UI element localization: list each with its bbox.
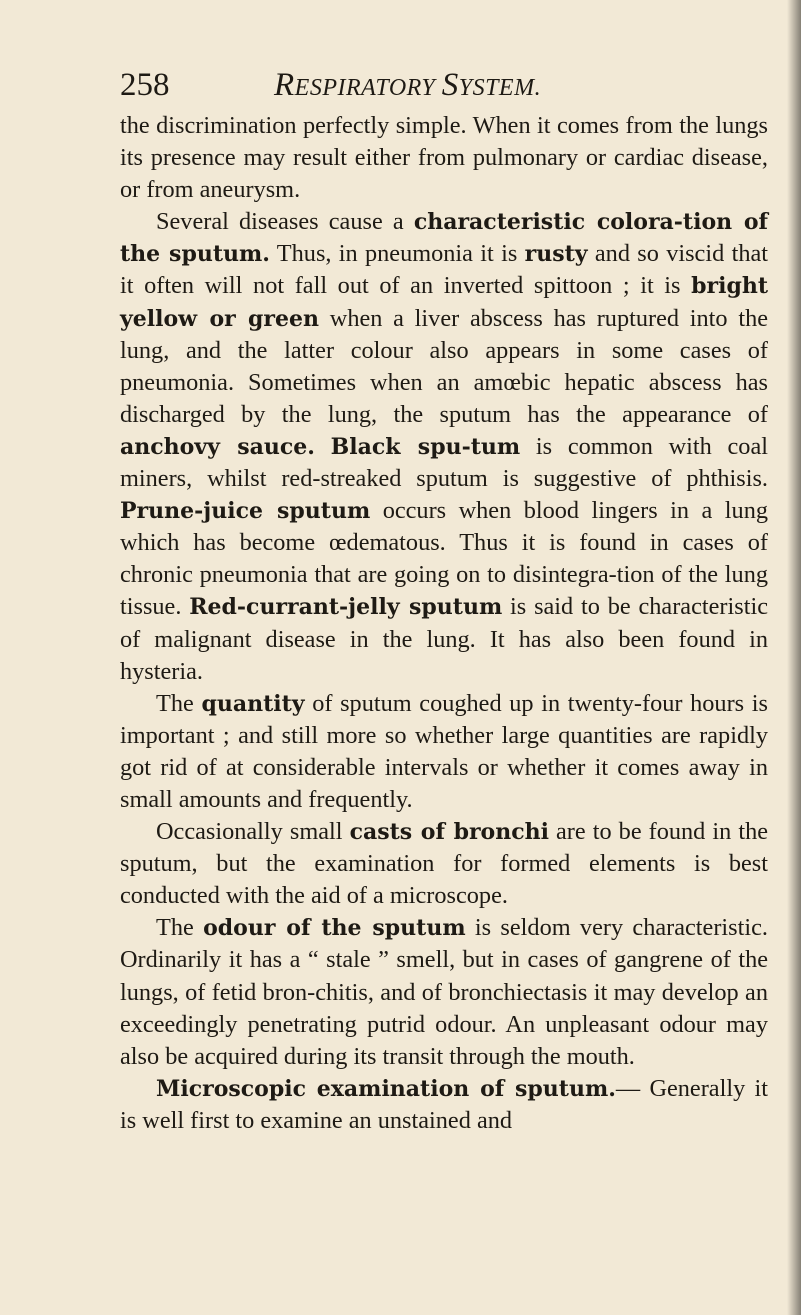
- running-title-initial-s: S: [441, 67, 459, 103]
- page-header: [120, 62, 760, 108]
- text-run: The: [156, 689, 202, 717]
- running-title-initial-r: R: [274, 67, 295, 103]
- text-run: Thus, in pneumonia it is: [269, 240, 525, 268]
- page-edge-shadow: [787, 0, 801, 1315]
- paragraph-p4: [120, 816, 768, 912]
- bold-term: Black spu-tum: [330, 433, 521, 460]
- paragraph-p3: [120, 688, 768, 816]
- bold-term: rusty: [524, 241, 588, 268]
- text-run: when a liver abscess has ruptured into the lung, and the latter colour also appears in some cases of pneumonia. Sometimes when an amœbic hepatic abscess has discharged by the lung, the sputum has the appearance of: [120, 304, 769, 428]
- bold-term: characteristic colora-tion of the sputum.: [120, 209, 768, 268]
- text-run: Occasionally small: [156, 818, 350, 846]
- text-run: Several diseases cause a: [156, 208, 414, 236]
- text-run: is common with coal miners, whilst red-streaked sputum is suggestive of phthisis.: [120, 432, 768, 493]
- bold-term: Prune-juice sputum: [120, 498, 371, 525]
- running-title: [274, 62, 541, 111]
- bold-term: anchovy sauce.: [120, 433, 315, 460]
- text-run: — Generally it is well first to examine an unstained and: [120, 1074, 768, 1134]
- text-run: and so viscid that it often will not fall out of an inverted spittoon ; it is: [120, 240, 768, 300]
- running-title-part-1: ESPIRATORY: [294, 75, 442, 101]
- text-run: [315, 433, 331, 460]
- paragraph-p5: [120, 912, 768, 1072]
- running-title-part-2: YSTEM.: [458, 75, 542, 101]
- text-run: the discrimination perfectly simple. When it comes from the lungs its presence may result either from pulmonary or cardiac disease, or from aneurysm.: [120, 112, 768, 204]
- page-number: 258: [120, 67, 170, 103]
- text-run: of sputum coughed up in twenty-four hours is important ; and still more so whether large quantities are rapidly got rid of at considerable intervals or whether it comes away in small amounts and frequently.: [120, 689, 768, 813]
- paragraph-p6: [120, 1073, 768, 1137]
- bold-term: bright yellow or green: [120, 273, 768, 332]
- text-run: occurs when blood lingers in a lung which has become œdematous. Thus it is found in cases of chronic pneumonia that are going on to disintegra-tion of the lung tissue.: [120, 497, 768, 621]
- bold-term: casts of bronchi: [349, 819, 549, 846]
- text-run: is seldom very characteristic. Ordinarily it has a “ stale ” smell, but in cases of gangrene of the lungs, of fetid bron-chitis, and of bronchiectasis it may develop an exceedingly penetrating putrid odour. An unpleasant odour may also be acquired during its transit through the mouth.: [120, 914, 768, 1070]
- text-run: are to be found in the sputum, but the examination for formed elements is best conducted with the aid of a microscope.: [120, 818, 769, 910]
- text-run: is said to be characteristic of malignant disease in the lung. It has also been found in hysteria.: [120, 593, 768, 685]
- paragraph-p1: [120, 110, 768, 206]
- bold-term: Microscopic examination of sputum.: [156, 1075, 616, 1102]
- body-text: [120, 110, 768, 1137]
- text-run: The: [156, 914, 204, 942]
- bold-term: odour of the sputum: [203, 915, 466, 942]
- paragraph-p2: [120, 206, 768, 687]
- bold-term: Red-currant-jelly sputum: [189, 594, 503, 621]
- bold-term: quantity: [201, 690, 305, 717]
